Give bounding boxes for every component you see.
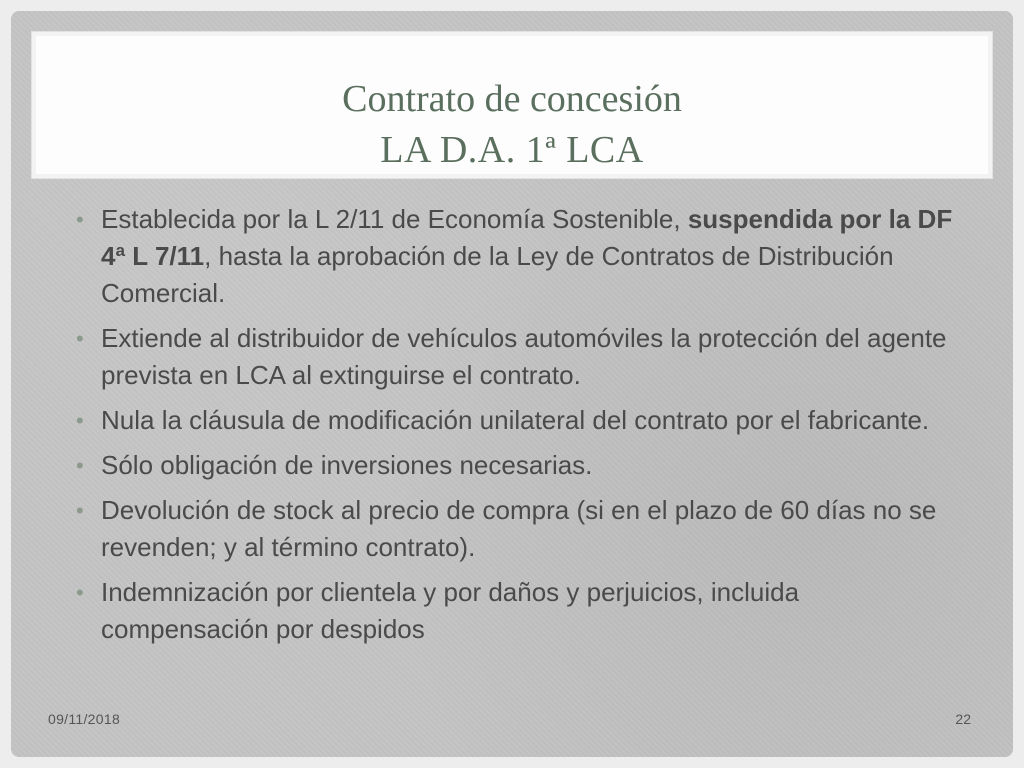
page-number: 22 bbox=[955, 711, 971, 727]
list-item bbox=[71, 201, 961, 312]
slide bbox=[11, 11, 1013, 757]
list-item bbox=[71, 447, 961, 484]
title-box bbox=[31, 31, 993, 179]
bullet-icon: • bbox=[76, 408, 84, 433]
bullet-icon: • bbox=[76, 453, 84, 478]
slide-subtitle: LA D.A. 1ª LCA bbox=[380, 129, 644, 171]
footer-date: 09/11/2018 bbox=[48, 711, 121, 727]
bullet-icon: • bbox=[76, 207, 84, 232]
list-item bbox=[71, 402, 961, 439]
bullet-text: Devolución de stock al precio de compra (si en el plazo de 60 días no se revenden; y al término contrato). bbox=[101, 495, 937, 562]
list-item bbox=[71, 320, 961, 394]
list-item bbox=[71, 492, 961, 566]
bullet-text-post: , hasta la aprobación de la Ley de Contratos de Distribución Comercial. bbox=[101, 241, 894, 308]
list-item bbox=[71, 574, 961, 648]
bullet-icon: • bbox=[76, 326, 84, 351]
bullet-text-bold: suspendida por la DF 4ª L 7/11 bbox=[101, 204, 953, 271]
bullet-icon: • bbox=[76, 498, 84, 523]
bullet-text: Sólo obligación de inversiones necesarias. bbox=[101, 450, 593, 480]
bullet-text: Indemnización por clientela y por daños y perjuicios, incluida compensación por despidos bbox=[101, 577, 800, 644]
bullet-list bbox=[71, 201, 961, 656]
slide-title: Contrato de concesión bbox=[342, 78, 682, 120]
bullet-icon: • bbox=[76, 580, 84, 605]
bullet-text-pre: Establecida por la L 2/11 de Economía Sostenible, bbox=[101, 204, 688, 234]
bullet-text: Extiende al distribuidor de vehículos automóviles la protección del agente prevista en LCA al extinguirse el contrato. bbox=[101, 323, 947, 390]
bullet-text: Nula la cláusula de modificación unilateral del contrato por el fabricante. bbox=[101, 405, 930, 435]
